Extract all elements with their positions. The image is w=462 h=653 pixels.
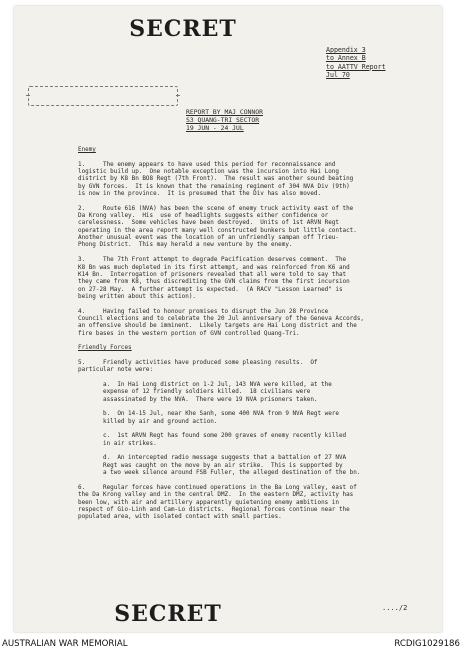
text-line: 6. Regular forces have continued operations in the Ba Long valley, east of — [78, 483, 357, 491]
text-line: K14 Bn. Interrogation of prisoners revealed that all were told to say that — [78, 270, 347, 278]
text-line: respect of Gio-Linh and Cam-Lo districts. Regional forces continue near the — [78, 505, 350, 513]
text-line: 2. Route 616 (NVA) has been the scene of enemy truck activity east of the — [78, 204, 354, 212]
text-line: the Da Krong valley and in the central DMZ. In the eastern DMZ, activity has — [78, 491, 354, 499]
text-line: 3. The 7th Front attempt to degrade Pacification deserves comment. The — [78, 256, 347, 264]
text-line: a two week silence around FSB Fuller, the alleged destination of the bn. — [78, 469, 361, 477]
paragraph-5 — [78, 359, 418, 374]
text-line: in air strikes. — [78, 439, 157, 447]
text-line: been low, with air and artillery apparently quietening enemy ambitions in — [78, 498, 339, 506]
text-line: Regt was caught on the move by an air strike. This is supported by — [78, 461, 343, 469]
classification-bottom: SECRET — [114, 601, 222, 627]
text-line: d. An intercepted radio message suggests that a battalion of 27 NVA — [78, 454, 347, 462]
text-line: b. On 14-15 Jul, near Khe Sanh, some 400 NVA from 9 NVA Regt were — [78, 410, 339, 418]
text-line: is now in the province. It is presumed that the Div has also moved. — [78, 190, 322, 198]
text-line: killed by air and ground action. — [78, 417, 218, 425]
text-line: 5. Friendly activities have produced some pleasing results. Of — [78, 358, 318, 366]
text-line: K8 Bn was much depleted in its first attempt, and was reinforced from K6 and — [78, 263, 350, 271]
paragraph-3 — [78, 256, 418, 300]
report-header-line: REPORT BY MAJ CONNOR — [186, 108, 263, 116]
paragraph-5b — [78, 410, 418, 425]
appendix-line: Jul 70 — [326, 70, 350, 79]
text-line: Another unusual event was the location of an unfriendly sampan off Trieu- — [78, 234, 339, 242]
section-heading-friendly-forces: Friendly Forces — [78, 344, 132, 352]
stamp-tick — [26, 95, 30, 96]
stamp-tick — [176, 95, 180, 96]
text-line: expense of 12 friendly soldiers killed. 18 civilians were — [78, 388, 311, 396]
text-line: assassinated by the NVA. There were 19 NVA prisoners taken. — [78, 395, 318, 403]
archive-footer — [0, 636, 462, 653]
text-line: operating in the area report many well constructed bunkers but little contact. — [78, 226, 357, 234]
classification-top: SECRET — [129, 16, 237, 42]
text-line: Da Krong valley. His use of headlights suggests either confidence or — [78, 212, 329, 220]
paragraph-5c — [78, 432, 418, 447]
report-body — [78, 146, 418, 521]
report-header-line: S3 QUANG-TRI SECTOR — [186, 116, 260, 124]
page-continuation: ..../2 — [382, 604, 408, 612]
report-header — [186, 108, 263, 132]
text-line: particular note were: — [78, 366, 154, 374]
text-line: an offensive should be imminent. Likely targets are Hai Long district and the — [78, 322, 357, 330]
paragraph-4 — [78, 308, 418, 337]
paragraph-5a — [78, 381, 418, 403]
paragraph-1 — [78, 161, 418, 198]
text-line: logistic build up. One notable exception was the incursion into Hai Long — [78, 168, 339, 176]
appendix-line: to Annex B — [326, 54, 366, 63]
paragraph-6 — [78, 484, 418, 521]
text-line: they came from K8, thus discrediting the GVN claims from the first incursion — [78, 278, 350, 286]
text-line: populated area, with isolated contact with small parties. — [78, 513, 282, 521]
appendix-reference — [326, 46, 386, 79]
archive-reference: RCDIG1029186 — [394, 639, 460, 649]
section-heading-enemy: Enemy — [78, 146, 96, 153]
text-line: carelessness. Some vehicles have been destroyed. Units of 1st ARVN Regt — [78, 219, 339, 227]
text-line: Phong District. This may herald a new venture by the enemy. — [78, 241, 293, 249]
text-line: c. 1st ARVN Regt has found some 200 graves of enemy recently killed — [78, 432, 347, 440]
paragraph-2 — [78, 205, 418, 249]
faint-stamp-box — [28, 86, 178, 106]
text-line: 4. Having failed to honour promises to disrupt the Jun 28 Province — [78, 307, 329, 315]
document-page — [14, 6, 442, 632]
text-line: 1. The enemy appears to have used this period for reconnaissance and — [78, 160, 336, 168]
archive-name: AUSTRALIAN WAR MEMORIAL — [2, 639, 128, 649]
text-line: fire bases in the western portion of GVN controlled Quang-Tri. — [78, 329, 300, 337]
text-line: a. In Hai Long district on 1-2 Jul, 143 NVA were killed, at the — [78, 381, 332, 388]
appendix-line: to AATTV Report — [326, 62, 386, 71]
text-line: by GVN forces. It is known that the remaining regiment of 304 NVA Div (9th) — [78, 182, 350, 190]
text-line: Council elections and to celebrate the 20 Jul anniversary of the Geneva Accords, — [78, 314, 364, 322]
paragraph-5d — [78, 454, 418, 476]
text-line: on 27-28 May. A further attempt is expected. (A RACV "Lesson Learned" is — [78, 285, 343, 293]
appendix-line: Appendix 3 — [326, 46, 366, 54]
report-header-line: 19 JUN - 24 JUL — [186, 124, 244, 132]
text-line: being written about this action). — [78, 292, 196, 300]
text-line: district by K8 Bn BO8 Regt (7th Front). The result was another sound beating — [78, 175, 354, 183]
